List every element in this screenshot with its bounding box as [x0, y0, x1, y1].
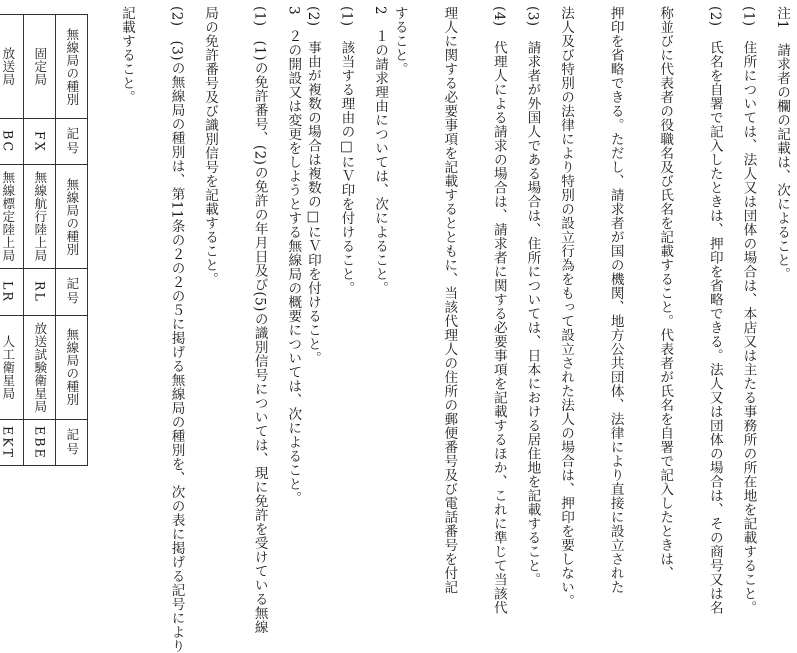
note-line-n1: 注1 請求者の欄の記載は、次によること。	[774, 6, 790, 282]
station-code-cell: EBE	[24, 419, 56, 466]
note-line-n1_2a: (2) 氏名を自署で記入したときは、押印を省略できる。法人又は団体の場合は、その商号又は名	[706, 6, 723, 615]
note-line-n1_3a: (3) 請求者が外国人である場合は、住所については、日本における居住地を記載すること。	[524, 6, 541, 587]
note-line-n2: 2 １の請求理由については、次によること。	[372, 6, 389, 296]
station-code-table	[0, 14, 88, 466]
note-line-n1_2b: 称並びに代表者の役職名及び氏名を記載すること。代表者が氏名を自署で記入したときは、	[657, 6, 674, 580]
station-type-cell: 無線標定陸上局	[0, 165, 24, 269]
station-type-cell: 人工衛星局	[0, 315, 24, 419]
station-type-cell: 無線航行陸上局	[24, 165, 56, 269]
station-code-table-wrap	[0, 14, 88, 554]
station-code-cell: LR	[0, 269, 24, 315]
table-header-cell: 記号	[56, 419, 88, 466]
note-line-n3_1a: (1) (1)の免許番号、(2)の免許の年月日及び(5)の識別信号については、現に免許を受けている無線	[251, 6, 268, 634]
note-line-n1_4a: (4) 代理人による請求の場合は、請求者に関する必要事項を記載するほか、これに準じて当該代	[490, 6, 507, 615]
station-code-cell: BC	[0, 119, 24, 165]
table-header-cell: 無線局の種別	[56, 165, 88, 269]
station-code-cell: EKT	[0, 419, 24, 466]
station-code-cell: RL	[24, 269, 56, 315]
note-line-n2_2: (2) 事由が複数の場合は複数の□にＶ印を付けること。	[304, 6, 321, 365]
table-header-cell: 無線局の種別	[56, 15, 88, 119]
station-type-cell: 固定局	[24, 15, 56, 119]
table-header-cell: 記号	[56, 119, 88, 165]
table-header-cell: 記号	[56, 269, 88, 315]
table-header-cell: 無線局の種別	[56, 315, 88, 419]
note-line-n1_2d: 法人及び特別の法律により特別の設立行為をもって設立された法人の場合は、押印を要しない。	[558, 6, 575, 608]
station-type-cell: 放送局	[0, 15, 24, 119]
station-code-cell: FX	[24, 119, 56, 165]
note-line-n3: 3 ２の開設又は変更をしようとする無線局の概要については、次によること。	[285, 6, 302, 506]
note-line-n1_4b: 理人に関する必要事項を記載するとともに、当該代理人の住所の郵便番号及び電話番号を付記	[441, 6, 458, 594]
table-row	[0, 15, 24, 466]
note-line-n2_1: (1) 該当する理由の□にＶ印を付けること。	[338, 6, 355, 295]
note-line-n3_1b: 局の免許番号及び識別信号を記載すること。	[202, 6, 219, 286]
table-row	[24, 15, 56, 466]
station-type-cell: 放送試験衛星局	[24, 315, 56, 419]
note-line-n1_1a: (1) 住所については、法人又は団体の場合は、本店又は主たる事務所の所在地を記載すること。	[740, 6, 757, 615]
note-line-n1_2c: 押印を省略できる。ただし、請求者が国の機関、地方公共団体、法律により直接に設立された	[607, 6, 624, 594]
note-line-n1_4c: すること。	[391, 6, 408, 76]
note-line-n3_2b: 記載すること。	[118, 6, 135, 104]
notes-before-table	[116, 6, 791, 653]
note-line-n3_2a: (2) (3)の無線局の種別は、第11条の２の２の５に掲げる無線局の種別を、次の表に掲げる記号により	[168, 6, 185, 653]
table-header-row	[56, 15, 88, 466]
